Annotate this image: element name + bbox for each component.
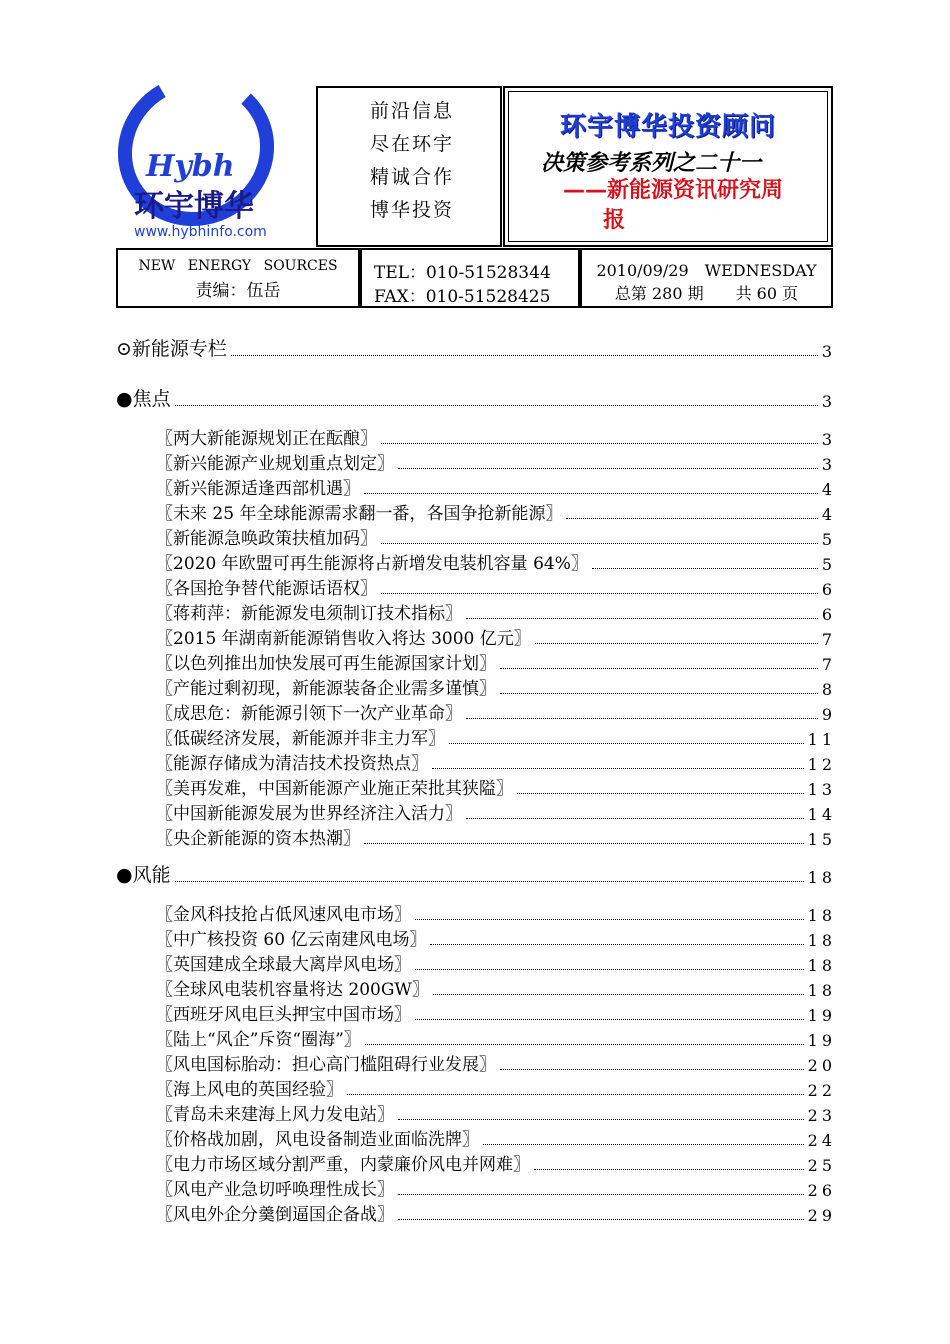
toc-page-number: 29 (807, 1206, 836, 1225)
toc-entry-title: 〖低碳经济发展，新能源并非主力军〗 (156, 729, 445, 749)
toc-page-number: 18 (807, 906, 836, 925)
toc-entry-title: 〖美再发难，中国新能源产业施正荣批其狭隘〗 (156, 779, 513, 799)
slogan-line: 精诚合作 (370, 166, 455, 188)
toc-leader-dots (381, 543, 818, 544)
toc-entry-title: 〖陆上“风企”斥资“圈海”〗 (156, 1030, 361, 1050)
toc-page-number: 6 (821, 580, 836, 599)
subtitle-line: ——新能源资讯研究周 (563, 178, 784, 203)
toc-entry-title: 〖产能过剩初现，新能源装备企业需多谨慎〗 (156, 679, 496, 699)
toc-entry-title: 〖价格战加剧，风电设备制造业面临洗牌〗 (156, 1130, 479, 1150)
toc-entry-title: 〖央企新能源的资本热潮〗 (156, 829, 360, 849)
toc-page-number: 4 (821, 480, 836, 499)
toc-page-number: 25 (807, 1156, 836, 1175)
toc-page-number: 3 (821, 392, 836, 411)
toc-entry[interactable] (156, 700, 836, 724)
toc-page-number: 23 (807, 1106, 836, 1125)
toc-page-number: 15 (807, 830, 836, 849)
toc-entry-title: 〖风电外企分羹倒逼国企备战〗 (156, 1205, 394, 1225)
toc-page-number: 12 (807, 755, 836, 774)
report-subtitle (563, 176, 813, 236)
toc-entry[interactable] (156, 951, 836, 975)
toc-leader-dots (364, 493, 818, 494)
toc-page-number: 7 (821, 655, 836, 674)
toc-page-number: 26 (807, 1181, 836, 1200)
toc-page-number: 3 (821, 455, 836, 474)
toc-entry-title: 〖英国建成全球最大离岸风电场〗 (156, 955, 411, 975)
logo-graphic (112, 78, 312, 243)
toc-entry[interactable] (156, 1001, 836, 1025)
toc-entry-title: 〖西班牙风电巨头押宝中国市场〗 (156, 1005, 411, 1025)
toc-page-number: 3 (821, 430, 836, 449)
toc-leader-dots (398, 1194, 804, 1195)
toc-leader-dots (364, 843, 804, 844)
toc-leader-dots (381, 443, 818, 444)
toc-page-number: 18 (807, 868, 836, 887)
toc-leader-dots (500, 693, 818, 694)
toc-entry-title: 〖新兴能源产业规划重点划定〗 (156, 454, 394, 474)
subtitle-line: 报 (603, 208, 626, 233)
toc-leader-dots (432, 768, 804, 769)
toc-entry[interactable] (156, 575, 836, 599)
toc-leader-dots (415, 919, 804, 920)
toc-leader-dots (175, 405, 818, 406)
toc-entry[interactable] (156, 450, 836, 474)
toc-entry[interactable] (156, 1176, 836, 1200)
toc-entry-title: 〖电力市场区域分割严重，内蒙廉价风电并网难〗 (156, 1155, 530, 1175)
toc-entry[interactable] (156, 425, 836, 449)
toc-page-number: 3 (821, 342, 836, 361)
toc-leader-dots (500, 668, 818, 669)
toc-page-number: 4 (821, 505, 836, 524)
toc-entry[interactable] (156, 475, 836, 499)
toc-entry-title: 〖新能源急唤政策扶植加码〗 (156, 529, 377, 549)
source-label: NEW ENERGY SOURCES (138, 258, 338, 274)
toc-page-number: 18 (807, 981, 836, 1000)
toc-page-number: 8 (821, 680, 836, 699)
toc-entry[interactable] (156, 600, 836, 624)
slogan-line: 尽在环宇 (370, 133, 455, 155)
toc-leader-dots (415, 1019, 804, 1020)
toc-entry[interactable] (156, 500, 836, 524)
slogan-line: 前沿信息 (370, 100, 455, 122)
toc-page-number: 19 (807, 1006, 836, 1025)
toc-leader-dots (592, 568, 818, 569)
logo-url: www.hybhinfo.com (134, 224, 267, 240)
slogan-line: 博华投资 (370, 199, 455, 221)
toc-page-number: 24 (807, 1131, 836, 1150)
toc-entry-title: 〖中广核投资 60 亿云南建风电场〗 (156, 930, 427, 950)
source-editor-cell (116, 248, 360, 308)
toc-entry-title: ●焦点 (116, 388, 171, 410)
toc-page-number: 9 (821, 705, 836, 724)
toc-entry-title: 〖风电产业急切呼唤理性成长〗 (156, 1180, 394, 1200)
toc-leader-dots (365, 1044, 804, 1045)
toc-entry-title: 〖风电国标胎动：担心高门槛阻碍行业发展〗 (156, 1055, 496, 1075)
logo-script: Hybh (146, 149, 235, 184)
issue-cell (580, 248, 833, 308)
toc-page-number: 13 (807, 780, 836, 799)
toc-leader-dots (347, 1094, 804, 1095)
toc-entry[interactable] (156, 775, 836, 799)
toc-leader-dots (483, 1144, 804, 1145)
toc-entry[interactable] (156, 675, 836, 699)
toc-entry[interactable] (156, 1151, 836, 1175)
toc-entry-title: 〖2020 年欧盟可再生能源将占新增发电装机容量 64%〗 (156, 554, 588, 574)
toc-page-number: 6 (821, 605, 836, 624)
toc-page-number: 19 (807, 1031, 836, 1050)
toc-leader-dots (466, 618, 818, 619)
toc-entry[interactable] (156, 926, 836, 950)
toc-entry[interactable] (156, 550, 836, 574)
toc-leader-dots (566, 518, 817, 519)
editor-label: 责编：伍岳 (195, 281, 281, 301)
toc-leader-dots (500, 1069, 804, 1070)
toc-leader-dots (430, 944, 803, 945)
toc-page-number: 7 (821, 630, 836, 649)
toc-entry-title: 〖2015 年湖南新能源销售收入将达 3000 亿元〗 (156, 629, 531, 649)
toc-entry-title: 〖青岛未来建海上风力发电站〗 (156, 1105, 394, 1125)
toc-entry-title: 〖各国抢争替代能源话语权〗 (156, 579, 377, 599)
toc-entry-title: ●风能 (116, 864, 171, 886)
toc-entry[interactable] (156, 650, 836, 674)
toc-entry[interactable] (156, 725, 836, 749)
toc-entry[interactable] (156, 625, 836, 649)
logo-name: 环宇博华 (134, 189, 254, 224)
toc-leader-dots (175, 881, 804, 882)
toc-entry-title: 〖能源存储成为清洁技术投资热点〗 (156, 754, 428, 774)
toc-entry[interactable] (156, 1201, 836, 1225)
toc-leader-dots (398, 1119, 804, 1120)
toc-entry[interactable] (156, 800, 836, 824)
toc-leader-dots (466, 818, 804, 819)
issue-date: 2010/09/29 WEDNESDAY (596, 261, 817, 280)
toc-page-number: 5 (821, 555, 836, 574)
issue-number: 总第 280 期 共 60 页 (614, 284, 799, 303)
toc-page-number: 20 (807, 1056, 836, 1075)
toc-entry-title: 〖成思危：新能源引领下一次产业革命〗 (156, 704, 462, 724)
toc-leader-dots (381, 593, 818, 594)
toc-entry-title: 〖未来 25 年全球能源需求翻一番，各国争抢新能源〗 (156, 504, 563, 524)
toc-entry[interactable] (156, 825, 836, 849)
toc-entry[interactable] (156, 1026, 836, 1050)
toc-entry[interactable] (116, 863, 836, 887)
toc-entry-title: 〖新兴能源适逢西部机遇〗 (156, 479, 360, 499)
toc-entry-title: 〖全球风电装机容量将达 200GW〗 (156, 980, 429, 1000)
toc-entry[interactable] (156, 525, 836, 549)
toc-entry[interactable] (156, 1051, 836, 1075)
contact-cell (360, 248, 580, 308)
toc-leader-dots (535, 643, 818, 644)
toc-entry[interactable] (116, 387, 836, 411)
toc-entry-title: 〖以色列推出加快发展可再生能源国家计划〗 (156, 654, 496, 674)
company-logo (112, 78, 312, 243)
company-title: 环宇博华投资顾问 (559, 112, 776, 142)
toc-entry-title: 〖蒋莉萍：新能源发电须制订技术指标〗 (156, 604, 462, 624)
toc-page-number: 14 (807, 805, 836, 824)
toc-page-number: 18 (807, 956, 836, 975)
toc-entry[interactable] (156, 1126, 836, 1150)
tel-number: TEL：010-51528344 (374, 263, 551, 283)
toc-leader-dots (449, 743, 804, 744)
toc-leader-dots (415, 969, 804, 970)
toc-entry[interactable] (156, 976, 836, 1000)
toc-entry-title: ⊙新能源专栏 (116, 338, 227, 360)
toc-leader-dots (398, 468, 818, 469)
toc-leader-dots (466, 718, 818, 719)
toc-entry[interactable] (116, 337, 836, 361)
toc-entry[interactable] (156, 750, 836, 774)
toc-leader-dots (231, 355, 818, 356)
toc-page-number: 18 (807, 931, 836, 950)
toc-page-number: 11 (807, 730, 836, 749)
toc-leader-dots (398, 1219, 804, 1220)
toc-entry-title: 〖两大新能源规划正在酝酿〗 (156, 429, 377, 449)
toc-leader-dots (433, 994, 804, 995)
title-box (503, 86, 833, 247)
toc-entry-title: 〖金风科技抢占低风速风电市场〗 (156, 905, 411, 925)
toc-entry[interactable] (156, 901, 836, 925)
slogan-box (316, 86, 502, 247)
series-title: 决策参考系列之二十一 (541, 151, 762, 176)
toc-entry-title: 〖海上风电的英国经验〗 (156, 1080, 343, 1100)
toc-leader-dots (534, 1169, 804, 1170)
toc-entry[interactable] (156, 1101, 836, 1125)
fax-number: FAX：010-51528425 (374, 287, 551, 307)
toc-page-number: 22 (807, 1081, 836, 1100)
toc-leader-dots (517, 793, 804, 794)
toc-entry-title: 〖中国新能源发展为世界经济注入活力〗 (156, 804, 462, 824)
toc-page-number: 5 (821, 530, 836, 549)
toc-entry[interactable] (156, 1076, 836, 1100)
